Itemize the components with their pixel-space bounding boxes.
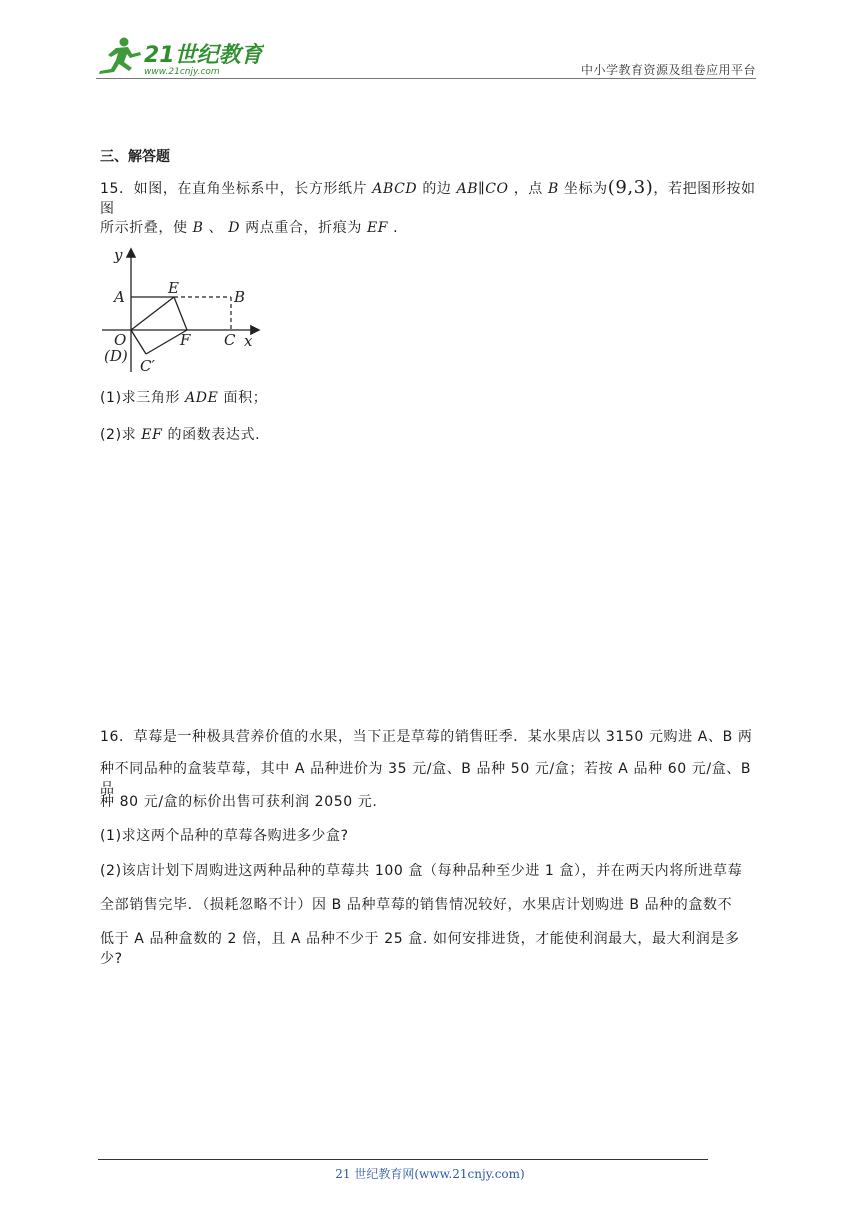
label-e: E	[168, 279, 179, 297]
label-b: B	[234, 288, 246, 306]
footer-link[interactable]: 21 世纪教育网(www.21cnjy.com)	[335, 1167, 525, 1181]
q15-line-2: 所示折叠，使 B 、 D 两点重合，折痕为 EF .	[100, 220, 399, 236]
label-a: A	[114, 288, 125, 306]
logo-url: www.21cnjy.com	[144, 67, 220, 77]
logo-text: 21世纪教育	[144, 43, 263, 68]
runner-icon	[99, 38, 141, 75]
q16-line-1: 16．草莓是一种极具营养价值的水果，当下正是草莓的销售旺季．某水果店以 3150 元购进 A、B 两	[100, 729, 753, 745]
q15-line-1: 15．如图，在直角坐标系中，长方形纸片 ABCD 的边 AB∥CO ，点 B 坐标为(9,3)，若把图形按如图	[100, 177, 756, 217]
q15-sub2: (2)求 EF 的函数表达式.	[100, 427, 261, 443]
segment-oe	[131, 297, 174, 330]
q16-line-3: 种 80 元/盒的标价出售可获利润 2050 元.	[100, 794, 378, 810]
platform-name: 中小学教育资源及组卷应用平台	[580, 63, 756, 77]
label-y: y	[114, 246, 123, 264]
label-c-prime: C′	[140, 357, 155, 375]
q16-sub2-line-3: 低于 A 品种盒数的 2 倍，且 A 品种不少于 25 盒. 如何安排进货，才能使利润最大，最大利润是多少?	[100, 931, 740, 967]
q16-sub2-line-2: 全部销售完毕．（损耗忽略不计）因 B 品种草莓的销售情况较好，水果店计划购进 B 品种的盒数不	[100, 897, 733, 913]
q16-sub2-line-1: (2)该店计划下周购进这两种品种的草莓共 100 盒（每种品种至少进 1 盒），并在两天内将所进草莓	[100, 863, 743, 879]
point-b-coordinate: (9,3)	[607, 177, 654, 198]
footer-divider	[98, 1159, 708, 1160]
segment-ef	[174, 297, 187, 330]
header-divider	[96, 78, 756, 79]
label-f: F	[180, 331, 191, 349]
q16-line-2: 种不同品种的盒装草莓，其中 A 品种进价为 35 元/盒、B 品种 50 元/盒；若按 A 品种 60 元/盒、B 品	[100, 761, 752, 797]
segment-oc-prime	[131, 330, 146, 354]
label-x: x	[244, 332, 253, 350]
q16-sub1: (1)求这两个品种的草莓各购进多少盒?	[100, 828, 349, 844]
label-o: O	[114, 331, 127, 349]
site-logo	[94, 34, 264, 78]
label-c: C	[224, 331, 236, 349]
section-title: 三、解答题	[100, 149, 170, 165]
label-d: (D)	[104, 347, 128, 365]
q15-sub1: (1)求三角形 ADE 面积；	[100, 390, 268, 406]
coordinate-figure	[98, 244, 268, 376]
